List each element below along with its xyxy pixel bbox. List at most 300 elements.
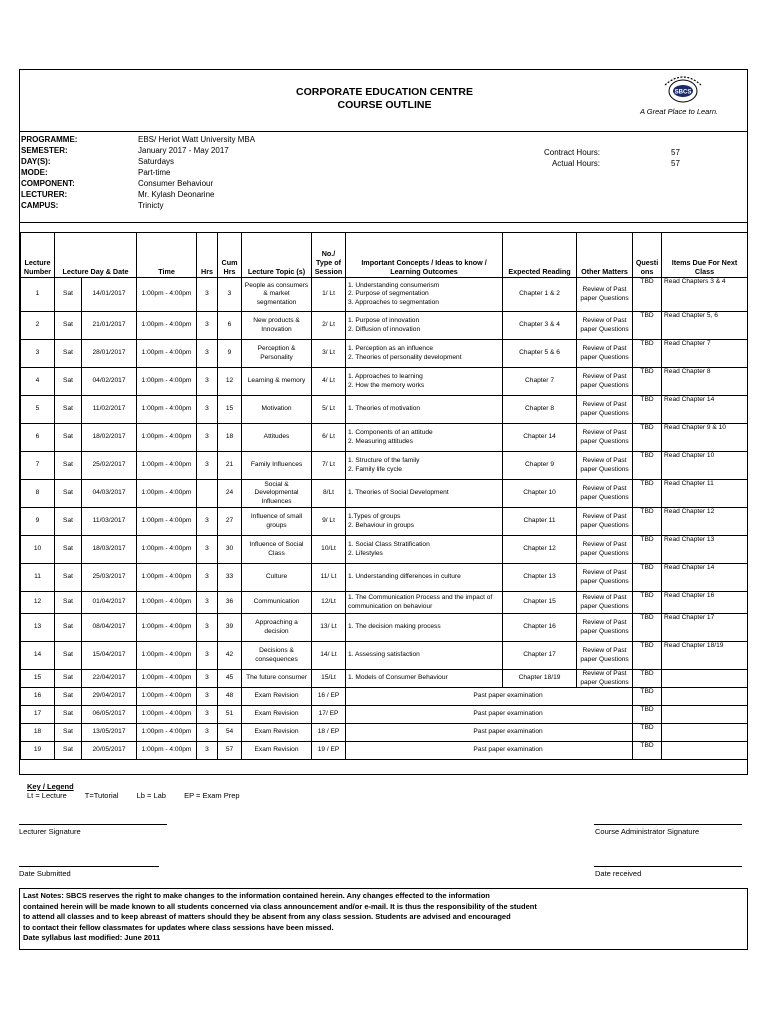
cell-lecture-number: 5 [21, 396, 55, 424]
notes-line-2: contained herein will be made known to all students concerned via class announcement and/or e-mail. It is thus the responsibility of the student [23, 901, 537, 911]
col-lecture-date: Lecture Day & Date [55, 233, 137, 278]
cell-cum-hrs: 6 [218, 312, 242, 340]
cell-cum-hrs: 54 [218, 724, 242, 742]
cell-items-due: Read Chapter 12 [662, 508, 748, 536]
cell-time: 1:00pm - 4:00pm [137, 508, 197, 536]
lecturer-signature-line [19, 824, 167, 825]
cell-time: 1:00pm - 4:00pm [137, 614, 197, 642]
cell-day: Sat [55, 340, 82, 368]
label-campus: CAMPUS: [21, 201, 59, 210]
cell-session: 1/ Lt [312, 278, 346, 312]
cell-cum-hrs: 57 [218, 742, 242, 760]
cell-session: 18 / EP [312, 724, 346, 742]
cell-time: 1:00pm - 4:00pm [137, 592, 197, 614]
cell-day: Sat [55, 688, 82, 706]
cell-day: Sat [55, 508, 82, 536]
cell-items-due [662, 742, 748, 760]
col-other: Other Matters [577, 233, 633, 278]
cell-date: 28/01/2017 [82, 340, 137, 368]
cell-questions: TBD [633, 480, 662, 508]
cell-hrs: 3 [197, 724, 218, 742]
cell-time: 1:00pm - 4:00pm [137, 724, 197, 742]
cell-time: 1:00pm - 4:00pm [137, 670, 197, 688]
table-row [21, 592, 748, 614]
cell-session: 9/ Lt [312, 508, 346, 536]
cell-time: 1:00pm - 4:00pm [137, 564, 197, 592]
cell-cum-hrs: 9 [218, 340, 242, 368]
hours-labels [532, 147, 600, 169]
cell-questions: TBD [633, 508, 662, 536]
cell-reading: Chapter 15 [503, 592, 577, 614]
cell-concepts: 1. Assessing satisfaction [346, 642, 503, 670]
value-programme: EBS/ Heriot Watt University MBA [138, 135, 256, 144]
cell-other-matters: Review of Past paper Questions [577, 564, 633, 592]
cell-time: 1:00pm - 4:00pm [137, 452, 197, 480]
cell-date: 21/01/2017 [82, 312, 137, 340]
cell-lecture-number: 8 [21, 480, 55, 508]
cell-items-due: Read Chapter 13 [662, 536, 748, 564]
cell-other-matters: Review of Past paper Questions [577, 368, 633, 396]
cell-hrs: 3 [197, 742, 218, 760]
cell-date: 18/02/2017 [82, 424, 137, 452]
notes-line-3: to attend all classes and to keep abreast of matters should they be absent from any class session. Students are advised and encouraged [23, 912, 511, 922]
legend-items [27, 791, 240, 800]
cell-day: Sat [55, 642, 82, 670]
cell-lecture-number: 16 [21, 688, 55, 706]
info-labels [21, 134, 77, 211]
legend-exam-prep: EP = Exam Prep [184, 791, 240, 800]
cell-items-due: Read Chapter 16 [662, 592, 748, 614]
cell-items-due: Read Chapter 5, 6 [662, 312, 748, 340]
cell-other-matters: Review of Past paper Questions [577, 340, 633, 368]
cell-time: 1:00pm - 4:00pm [137, 706, 197, 724]
cell-hrs: 3 [197, 278, 218, 312]
cell-lecture-number: 18 [21, 724, 55, 742]
cell-cum-hrs: 48 [218, 688, 242, 706]
sbcs-logo-icon [657, 71, 709, 107]
legend-lab: Lb = Lab [136, 791, 166, 800]
cell-items-due: Read Chapter 14 [662, 564, 748, 592]
cell-other-matters: Review of Past paper Questions [577, 424, 633, 452]
cell-questions: TBD [633, 670, 662, 688]
lecturer-signature-label: Lecturer Signature [19, 827, 81, 836]
cell-topic: People as consumers & market segmentation [242, 278, 312, 312]
cell-session: 14/ Lt [312, 642, 346, 670]
org-title: CORPORATE EDUCATION CENTRE [296, 86, 473, 98]
cell-hrs: 3 [197, 452, 218, 480]
cell-day: Sat [55, 368, 82, 396]
cell-reading: Chapter 8 [503, 396, 577, 424]
cell-items-due: Read Chapter 10 [662, 452, 748, 480]
cell-other-matters: Review of Past paper Questions [577, 312, 633, 340]
value-component: Consumer Behaviour [138, 179, 214, 188]
cell-reading: Chapter 17 [503, 642, 577, 670]
date-submitted-label: Date Submitted [19, 869, 71, 878]
cell-hrs: 3 [197, 508, 218, 536]
table-row [21, 642, 748, 670]
cell-date: 01/04/2017 [82, 592, 137, 614]
cell-exam-activity: Past paper examination [346, 742, 633, 760]
cell-reading: Chapter 16 [503, 614, 577, 642]
cell-lecture-number: 14 [21, 642, 55, 670]
header-divider [20, 131, 747, 132]
cell-cum-hrs: 12 [218, 368, 242, 396]
cell-questions: TBD [633, 724, 662, 742]
cell-items-due: Read Chapters 3 & 4 [662, 278, 748, 312]
cell-date: 13/05/2017 [82, 724, 137, 742]
col-topic: Lecture Topic (s) [242, 233, 312, 278]
cell-date: 15/04/2017 [82, 642, 137, 670]
cell-session: 13/ Lt [312, 614, 346, 642]
cell-questions: TBD [633, 742, 662, 760]
cell-cum-hrs: 24 [218, 480, 242, 508]
cell-concepts: 1. Social Class Stratification 2. Lifestyles [346, 536, 503, 564]
table-row [21, 688, 748, 706]
cell-exam-activity: Past paper examination [346, 688, 633, 706]
cell-concepts: 1. The Communication Process and the impact of communication on behaviour [346, 592, 503, 614]
legend [27, 782, 240, 800]
cell-topic: Family Influences [242, 452, 312, 480]
cell-date: 06/05/2017 [82, 706, 137, 724]
cell-lecture-number: 7 [21, 452, 55, 480]
notes-line-4: to contact their fellow classmates for updates where class sessions have been missed. [23, 922, 334, 932]
cell-topic: Learning & memory [242, 368, 312, 396]
table-row [21, 564, 748, 592]
contract-hours-label: Contract Hours: [543, 148, 600, 157]
cell-lecture-number: 4 [21, 368, 55, 396]
cell-reading: Chapter 1 & 2 [503, 278, 577, 312]
table-row [21, 706, 748, 724]
table-row [21, 480, 748, 508]
cell-items-due: Read Chapter 17 [662, 614, 748, 642]
course-outline-frame [19, 69, 748, 775]
cell-session: 3/ Lt [312, 340, 346, 368]
cell-time: 1:00pm - 4:00pm [137, 396, 197, 424]
cell-hrs [197, 480, 218, 508]
cell-exam-activity: Past paper examination [346, 724, 633, 742]
label-mode: MODE: [21, 168, 48, 177]
admin-signature-line [594, 824, 742, 825]
cell-cum-hrs: 15 [218, 396, 242, 424]
cell-hrs: 3 [197, 396, 218, 424]
cell-other-matters: Review of Past paper Questions [577, 670, 633, 688]
value-campus: Trinicty [138, 201, 164, 210]
cell-session: 6/ Lt [312, 424, 346, 452]
cell-day: Sat [55, 396, 82, 424]
cell-day: Sat [55, 480, 82, 508]
cell-topic: Exam Revision [242, 688, 312, 706]
cell-date: 20/05/2017 [82, 742, 137, 760]
legend-lecture: Lt = Lecture [27, 791, 67, 800]
cell-items-due: Read Chapter 18/19 [662, 642, 748, 670]
col-items-due: Items Due For Next Class [662, 233, 748, 278]
cell-concepts: 1. Theories of Social Development [346, 480, 503, 508]
cell-questions: TBD [633, 278, 662, 312]
cell-day: Sat [55, 536, 82, 564]
cell-concepts: 1. Perception as an influence 2. Theories of personality development [346, 340, 503, 368]
cell-topic: Culture [242, 564, 312, 592]
actual-hours-value: 57 [671, 159, 680, 168]
cell-lecture-number: 15 [21, 670, 55, 688]
table-row [21, 396, 748, 424]
cell-concepts: 1. Understanding consumerism 2. Purpose of segmentation 3. Approaches to segmentation [346, 278, 503, 312]
cell-questions: TBD [633, 688, 662, 706]
col-time: Time [137, 233, 197, 278]
cell-time: 1:00pm - 4:00pm [137, 642, 197, 670]
cell-concepts: 1.Types of groups 2. Behaviour in groups [346, 508, 503, 536]
cell-reading: Chapter 3 & 4 [503, 312, 577, 340]
cell-session: 12/Lt [312, 592, 346, 614]
cell-reading: Chapter 9 [503, 452, 577, 480]
cell-questions: TBD [633, 706, 662, 724]
cell-cum-hrs: 30 [218, 536, 242, 564]
cell-session: 19 / EP [312, 742, 346, 760]
cell-topic: Perception & Personality [242, 340, 312, 368]
cell-date: 11/03/2017 [82, 508, 137, 536]
table-row [21, 424, 748, 452]
cell-hrs: 3 [197, 536, 218, 564]
col-session: No./ Type of Session [312, 233, 346, 278]
cell-date: 25/03/2017 [82, 564, 137, 592]
cell-date: 14/01/2017 [82, 278, 137, 312]
cell-hrs: 3 [197, 670, 218, 688]
cell-day: Sat [55, 312, 82, 340]
legend-heading: Key / Legend [27, 782, 74, 791]
table-row [21, 536, 748, 564]
table-row [21, 452, 748, 480]
cell-topic: Decisions & consequences [242, 642, 312, 670]
cell-lecture-number: 6 [21, 424, 55, 452]
cell-questions: TBD [633, 536, 662, 564]
contract-hours-value: 57 [671, 148, 680, 157]
col-concepts: Important Concepts / Ideas to know / Learning Outcomes [346, 233, 503, 278]
label-semester: SEMESTER: [21, 146, 68, 155]
cell-cum-hrs: 33 [218, 564, 242, 592]
col-questions: Questi ons [633, 233, 662, 278]
cell-day: Sat [55, 424, 82, 452]
cell-exam-activity: Past paper examination [346, 706, 633, 724]
cell-other-matters: Review of Past paper Questions [577, 452, 633, 480]
cell-day: Sat [55, 706, 82, 724]
cell-lecture-number: 9 [21, 508, 55, 536]
cell-day: Sat [55, 592, 82, 614]
cell-date: 04/03/2017 [82, 480, 137, 508]
notes-line-5: Date syllabus last modified: June 2011 [23, 933, 161, 943]
cell-other-matters: Review of Past paper Questions [577, 614, 633, 642]
cell-cum-hrs: 36 [218, 592, 242, 614]
cell-reading: Chapter 13 [503, 564, 577, 592]
cell-reading: Chapter 10 [503, 480, 577, 508]
cell-session: 15/Lt [312, 670, 346, 688]
cell-other-matters: Review of Past paper Questions [577, 536, 633, 564]
cell-questions: TBD [633, 396, 662, 424]
cell-session: 16 / EP [312, 688, 346, 706]
cell-topic: Exam Revision [242, 706, 312, 724]
cell-other-matters: Review of Past paper Questions [577, 642, 633, 670]
date-received-line [594, 866, 742, 867]
cell-items-due: Read Chapter 9 & 10 [662, 424, 748, 452]
cell-date: 18/03/2017 [82, 536, 137, 564]
cell-cum-hrs: 45 [218, 670, 242, 688]
cell-reading: Chapter 18/19 [503, 670, 577, 688]
cell-session: 11/ Lt [312, 564, 346, 592]
cell-concepts: 1. The decision making process [346, 614, 503, 642]
value-days: Saturdays [138, 157, 175, 166]
cell-questions: TBD [633, 564, 662, 592]
cell-lecture-number: 2 [21, 312, 55, 340]
cell-items-due: Read Chapter 14 [662, 396, 748, 424]
cell-day: Sat [55, 564, 82, 592]
cell-items-due [662, 688, 748, 706]
cell-session: 8/Lt [312, 480, 346, 508]
cell-items-due: Read Chapter 8 [662, 368, 748, 396]
cell-topic: Approaching a decision [242, 614, 312, 642]
cell-reading: Chapter 11 [503, 508, 577, 536]
cell-hrs: 3 [197, 312, 218, 340]
cell-lecture-number: 17 [21, 706, 55, 724]
cell-day: Sat [55, 614, 82, 642]
cell-questions: TBD [633, 614, 662, 642]
cell-hrs: 3 [197, 340, 218, 368]
cell-day: Sat [55, 670, 82, 688]
cell-time: 1:00pm - 4:00pm [137, 536, 197, 564]
cell-cum-hrs: 39 [218, 614, 242, 642]
label-days: DAY(S): [21, 157, 51, 166]
cell-topic: Motivation [242, 396, 312, 424]
hours-values [671, 147, 680, 169]
cell-questions: TBD [633, 312, 662, 340]
cell-topic: Influence of small groups [242, 508, 312, 536]
cell-lecture-number: 10 [21, 536, 55, 564]
cell-questions: TBD [633, 642, 662, 670]
col-cum-hrs: Cum Hrs [218, 233, 242, 278]
cell-cum-hrs: 18 [218, 424, 242, 452]
cell-topic: The future consumer [242, 670, 312, 688]
cell-date: 29/04/2017 [82, 688, 137, 706]
legend-tutorial: T=Tutorial [84, 791, 119, 800]
table-row [21, 724, 748, 742]
cell-lecture-number: 3 [21, 340, 55, 368]
date-received-label: Date received [595, 869, 642, 878]
cell-reading: Chapter 12 [503, 536, 577, 564]
cell-time: 1:00pm - 4:00pm [137, 278, 197, 312]
table-row [21, 278, 748, 312]
cell-other-matters: Review of Past paper Questions [577, 278, 633, 312]
cell-items-due [662, 706, 748, 724]
value-mode: Part-time [138, 168, 171, 177]
cell-hrs: 3 [197, 642, 218, 670]
cell-day: Sat [55, 452, 82, 480]
cell-lecture-number: 11 [21, 564, 55, 592]
notes-line-1: Last Notes: SBCS reserves the right to make changes to the information contained herein. Any changes effected to the information [23, 891, 490, 900]
label-lecturer: LECTURER: [21, 190, 68, 199]
cell-session: 7/ Lt [312, 452, 346, 480]
cell-hrs: 3 [197, 592, 218, 614]
cell-questions: TBD [633, 592, 662, 614]
cell-session: 17/ EP [312, 706, 346, 724]
cell-concepts: 1. Approaches to learning 2. How the memory works [346, 368, 503, 396]
table-row [21, 508, 748, 536]
last-notes [19, 888, 748, 950]
cell-session: 10/Lt [312, 536, 346, 564]
value-semester: January 2017 - May 2017 [138, 146, 229, 155]
cell-time: 1:00pm - 4:00pm [137, 480, 197, 508]
cell-concepts: 1. Understanding differences in culture [346, 564, 503, 592]
cell-date: 25/02/2017 [82, 452, 137, 480]
cell-cum-hrs: 3 [218, 278, 242, 312]
col-hrs: Hrs [197, 233, 218, 278]
cell-hrs: 3 [197, 564, 218, 592]
table-row [21, 312, 748, 340]
logo-text: SBCS [674, 89, 692, 96]
cell-concepts: 1. Models of Consumer Behaviour [346, 670, 503, 688]
cell-concepts: 1. Theories of motivation [346, 396, 503, 424]
cell-hrs: 3 [197, 688, 218, 706]
cell-items-due: Read Chapter 7 [662, 340, 748, 368]
cell-lecture-number: 12 [21, 592, 55, 614]
cell-hrs: 3 [197, 424, 218, 452]
cell-items-due [662, 724, 748, 742]
cell-concepts: 1. Structure of the family 2. Family life cycle [346, 452, 503, 480]
table-row [21, 368, 748, 396]
label-component: COMPONENT: [21, 179, 75, 188]
cell-items-due [662, 670, 748, 688]
cell-time: 1:00pm - 4:00pm [137, 742, 197, 760]
cell-time: 1:00pm - 4:00pm [137, 368, 197, 396]
cell-cum-hrs: 42 [218, 642, 242, 670]
tagline: A Great Place to Learn. [640, 107, 719, 116]
table-row [21, 614, 748, 642]
cell-items-due: Read Chapter 11 [662, 480, 748, 508]
label-programme: PROGRAMME: [21, 135, 78, 144]
col-lecture-number: Lecture Number [21, 233, 55, 278]
cell-hrs: 3 [197, 368, 218, 396]
schedule-table [20, 232, 748, 760]
cell-questions: TBD [633, 340, 662, 368]
cell-date: 22/04/2017 [82, 670, 137, 688]
cell-day: Sat [55, 742, 82, 760]
cell-time: 1:00pm - 4:00pm [137, 340, 197, 368]
info-divider [20, 222, 747, 223]
cell-topic: New products & Innovation [242, 312, 312, 340]
col-reading: Expected Reading [503, 233, 577, 278]
cell-concepts: 1. Components of an attitude 2. Measuring attitudes [346, 424, 503, 452]
cell-reading: Chapter 14 [503, 424, 577, 452]
cell-session: 4/ Lt [312, 368, 346, 396]
cell-time: 1:00pm - 4:00pm [137, 424, 197, 452]
cell-cum-hrs: 51 [218, 706, 242, 724]
cell-session: 5/ Lt [312, 396, 346, 424]
cell-topic: Influence of Social Class [242, 536, 312, 564]
admin-signature-label: Course Administrator Signature [595, 827, 700, 836]
cell-cum-hrs: 27 [218, 508, 242, 536]
table-row [21, 742, 748, 760]
actual-hours-label: Actual Hours: [551, 159, 600, 168]
cell-topic: Social & Developmental Influences [242, 480, 312, 508]
cell-date: 04/02/2017 [82, 368, 137, 396]
cell-concepts: 1. Purpose of innovation 2. Diffusion of innovation [346, 312, 503, 340]
cell-reading: Chapter 5 & 6 [503, 340, 577, 368]
doc-title: COURSE OUTLINE [337, 99, 432, 111]
cell-time: 1:00pm - 4:00pm [137, 688, 197, 706]
cell-session: 2/ Lt [312, 312, 346, 340]
table-header-row [21, 233, 748, 278]
cell-date: 08/04/2017 [82, 614, 137, 642]
cell-topic: Exam Revision [242, 724, 312, 742]
cell-topic: Communication [242, 592, 312, 614]
cell-day: Sat [55, 724, 82, 742]
cell-questions: TBD [633, 368, 662, 396]
